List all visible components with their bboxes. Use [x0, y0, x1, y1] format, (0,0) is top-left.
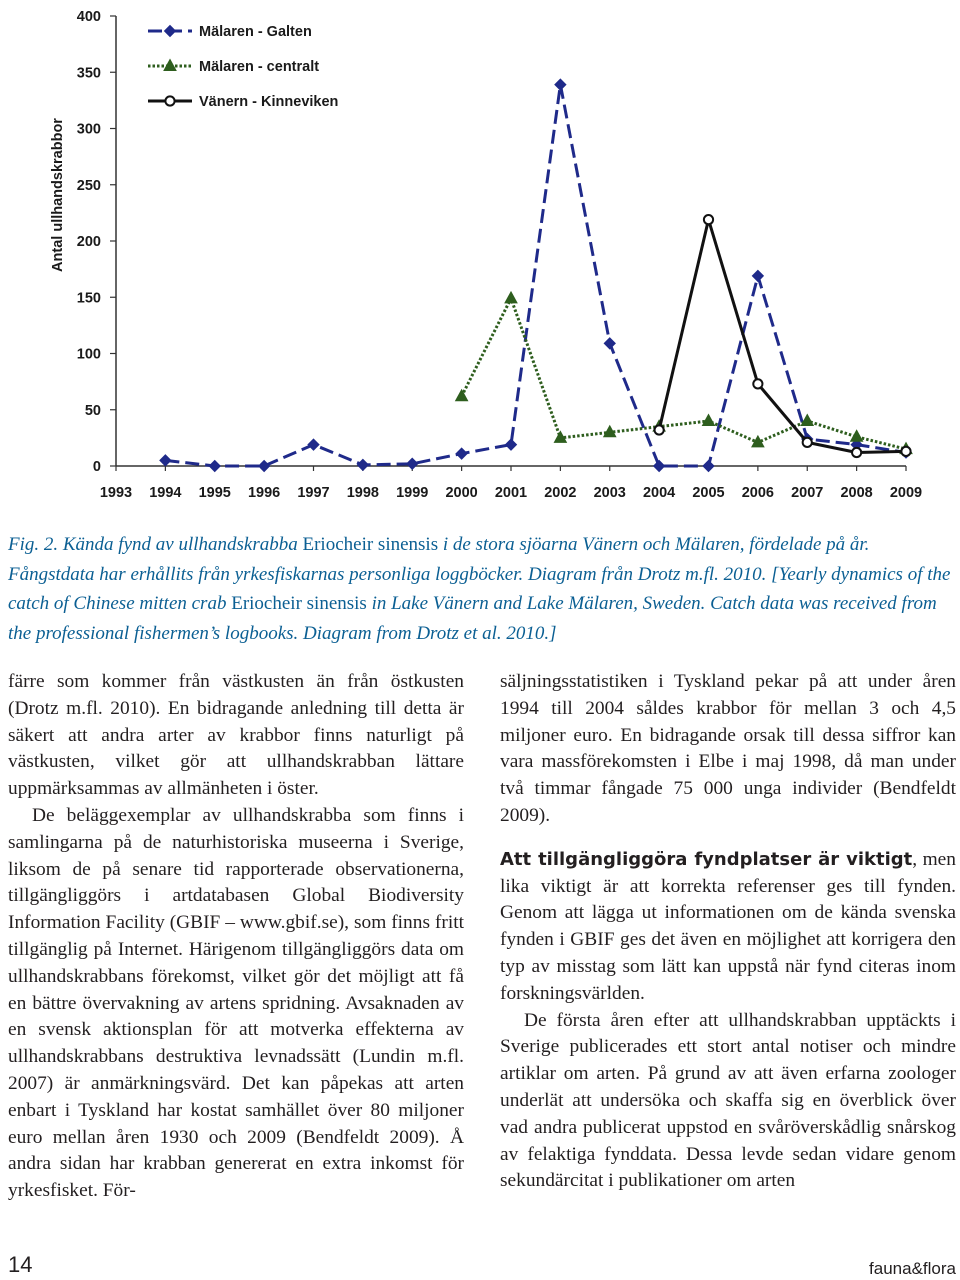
x-tick-label: 1993: [99, 485, 133, 501]
legend-label: Mälaren - centralt: [199, 59, 320, 75]
data-point: [407, 458, 418, 469]
data-point: [852, 448, 861, 457]
caption-text-c: i de stora sjöarna Vänern och Mälaren, fördelade på år. Fångstdata har erhållits från yrkesfiskarnas personliga loggböcker. Diagram från Drotz m.fl. 2010. [Yearly dynamics of the catch of Chinese mitten crab: [8, 534, 951, 614]
x-tick-label: 1994: [149, 485, 182, 501]
y-tick-label: 0: [92, 459, 101, 475]
series-2: [456, 292, 912, 454]
data-point: [851, 430, 863, 441]
data-point: [654, 461, 665, 472]
x-tick-label: 1997: [297, 485, 330, 501]
x-tick-label: 2003: [593, 485, 626, 501]
legend-label: Vänern - Kinneviken: [199, 94, 339, 110]
right-paragraph-1: säljningsstatistiken i Tyskland pekar på att under åren 1994 till 2004 såldes krabbor för mellan 3 och 4,5 miljoner euro. En bidragande orsak till dessa siffror kan vara massförekomsten i Elbe i maj 1998, då man under två timmar fångade 75 000 unga individer (Bendfeldt 2009).: [500, 671, 956, 826]
data-point: [308, 439, 319, 450]
series-line: [165, 85, 906, 466]
legend: [148, 24, 338, 110]
legend-marker: [164, 60, 176, 71]
x-tick-label: 1995: [198, 485, 231, 501]
x-tick-label: 2006: [741, 485, 775, 501]
page-number: 14: [8, 1252, 33, 1277]
y-tick-label: 50: [84, 402, 101, 419]
right-paragraph-2-text: , men lika viktigt är att korrekta referenser ges till fynden. Genom att lägga ut informationen om de kända svenska fynden i GBIF ges det även en möjlighet att korrigera den typ av misstag som lätt kan uppstå när fynd citeras inom forskningsvärlden.: [500, 848, 956, 1004]
data-point: [703, 461, 714, 472]
x-axis: [100, 466, 922, 501]
data-point: [506, 439, 517, 450]
caption-species-name-en: Eriocheir sinensis: [231, 593, 367, 614]
data-point: [259, 461, 270, 472]
data-point: [357, 459, 368, 470]
x-tick-label: 2005: [692, 485, 725, 501]
data-point: [704, 215, 713, 224]
y-tick-label: 100: [76, 346, 101, 363]
data-point: [209, 461, 220, 472]
data-point: [604, 338, 615, 349]
left-paragraph-2: De beläggexemplar av ullhandskrabba som finns i samlingarna på de naturhistoriska museerna i Sverige, liksom de på senare tid rapporterade observationerna, tillgängliggörs i artdatabasen Global Biodiversity Information Facility (GBIF – www.gbif.se), som finns fritt tillgänglig på Internet. Härigenom tillgängliggörs data om ullhandskrabbans förekomst, vilket gör det möjligt att få en bättre övervakning av artens spridning. Avsaknaden av en svensk aktionsplan för att motverka effekterna av ullhandskrabbans destruktiva levnadssätt (Lundin m.fl. 2007) är anmärkningsvärd. Det kan påpekas att arten enbart i Tyskland har kostat samhället över 80 miljoner euro mellan åren 1930 och 2009 (Bendfeldt 2009). Å andra sidan har krabban genererat en extra inkomst för yrkesfisket. För-: [8, 804, 464, 1202]
series-1: [160, 79, 912, 471]
right-paragraph-3: De första åren efter att ullhandskrabban upptäckts i Sverige publicerades ett stort antal notiser och mindre artiklar om arten. På grund av att även erfarna zoologer underlät att undersöka och skaffa sig en överblick över vad andra publicerat uppstod en svåröverskådlig snårskog av felaktiga fynddata. Dessa levde sedan vidare genom sekundärcitat i publikationer om arten: [500, 1009, 956, 1192]
data-point: [901, 447, 910, 456]
data-point: [456, 448, 467, 459]
x-tick-label: 1996: [247, 485, 281, 501]
data-point: [505, 292, 517, 303]
caption-text-a: Fig. 2. Kända fynd av ullhandskrabba: [8, 534, 303, 555]
y-tick-label: 250: [76, 177, 101, 194]
x-tick-label: 1999: [396, 485, 429, 501]
magazine-brand: fauna&flora: [869, 1259, 956, 1278]
caption-species-name: Eriocheir sinensis: [302, 534, 439, 555]
left-column: [8, 669, 464, 1205]
legend-marker: [165, 96, 174, 105]
left-paragraph-1: färre som kommer från västkusten än från östkusten (Drotz m.fl. 2010). En bidragande anledning till detta är säkert att andra arter av krabbor finns naturligt på västkusten, vilket gör att ullhandskrabban lättare uppmärksammas av allmänheten i öster.: [8, 671, 464, 800]
y-tick-label: 350: [76, 65, 101, 82]
data-point: [753, 379, 762, 388]
series-layer: [160, 79, 912, 471]
y-tick-label: 400: [76, 9, 101, 25]
x-tick-label: 2001: [494, 485, 528, 501]
data-point: [160, 455, 171, 466]
data-point: [555, 79, 566, 90]
series-3: [655, 215, 911, 457]
x-tick-label: 2007: [791, 485, 824, 501]
legend-marker: [165, 26, 176, 37]
data-point: [803, 438, 812, 447]
x-tick-label: 2009: [889, 485, 923, 501]
y-tick-label: 200: [76, 234, 101, 250]
x-tick-label: 2004: [642, 485, 676, 501]
catch-chart: [0, 0, 960, 515]
y-tick-label: 150: [76, 290, 101, 307]
y-axis-label: Antal ullhandskrabbor: [50, 118, 66, 272]
legend-label: Mälaren - Galten: [199, 24, 312, 40]
section-subheading: Att tillgängliggöra fyndplatser är viktigt: [500, 848, 913, 870]
x-tick-label: 2002: [544, 485, 577, 501]
right-column: [500, 669, 956, 1195]
x-tick-label: 2008: [840, 485, 873, 501]
series-line: [659, 220, 906, 453]
x-tick-label: 1998: [346, 485, 380, 501]
x-tick-label: 2000: [445, 485, 478, 501]
y-tick-label: 300: [76, 121, 101, 138]
figure-caption: [8, 530, 954, 648]
data-point: [752, 270, 763, 281]
caption-text-e: in Lake Vänern and Lake Mälaren, Sweden. Catch data was received from the professional fishermen’s logbooks. Diagram from Drotz et al. 2010.]: [8, 593, 937, 644]
right-paragraph-2: [500, 847, 956, 1008]
data-point: [456, 390, 468, 401]
data-point: [655, 425, 664, 434]
y-axis: [77, 9, 116, 475]
